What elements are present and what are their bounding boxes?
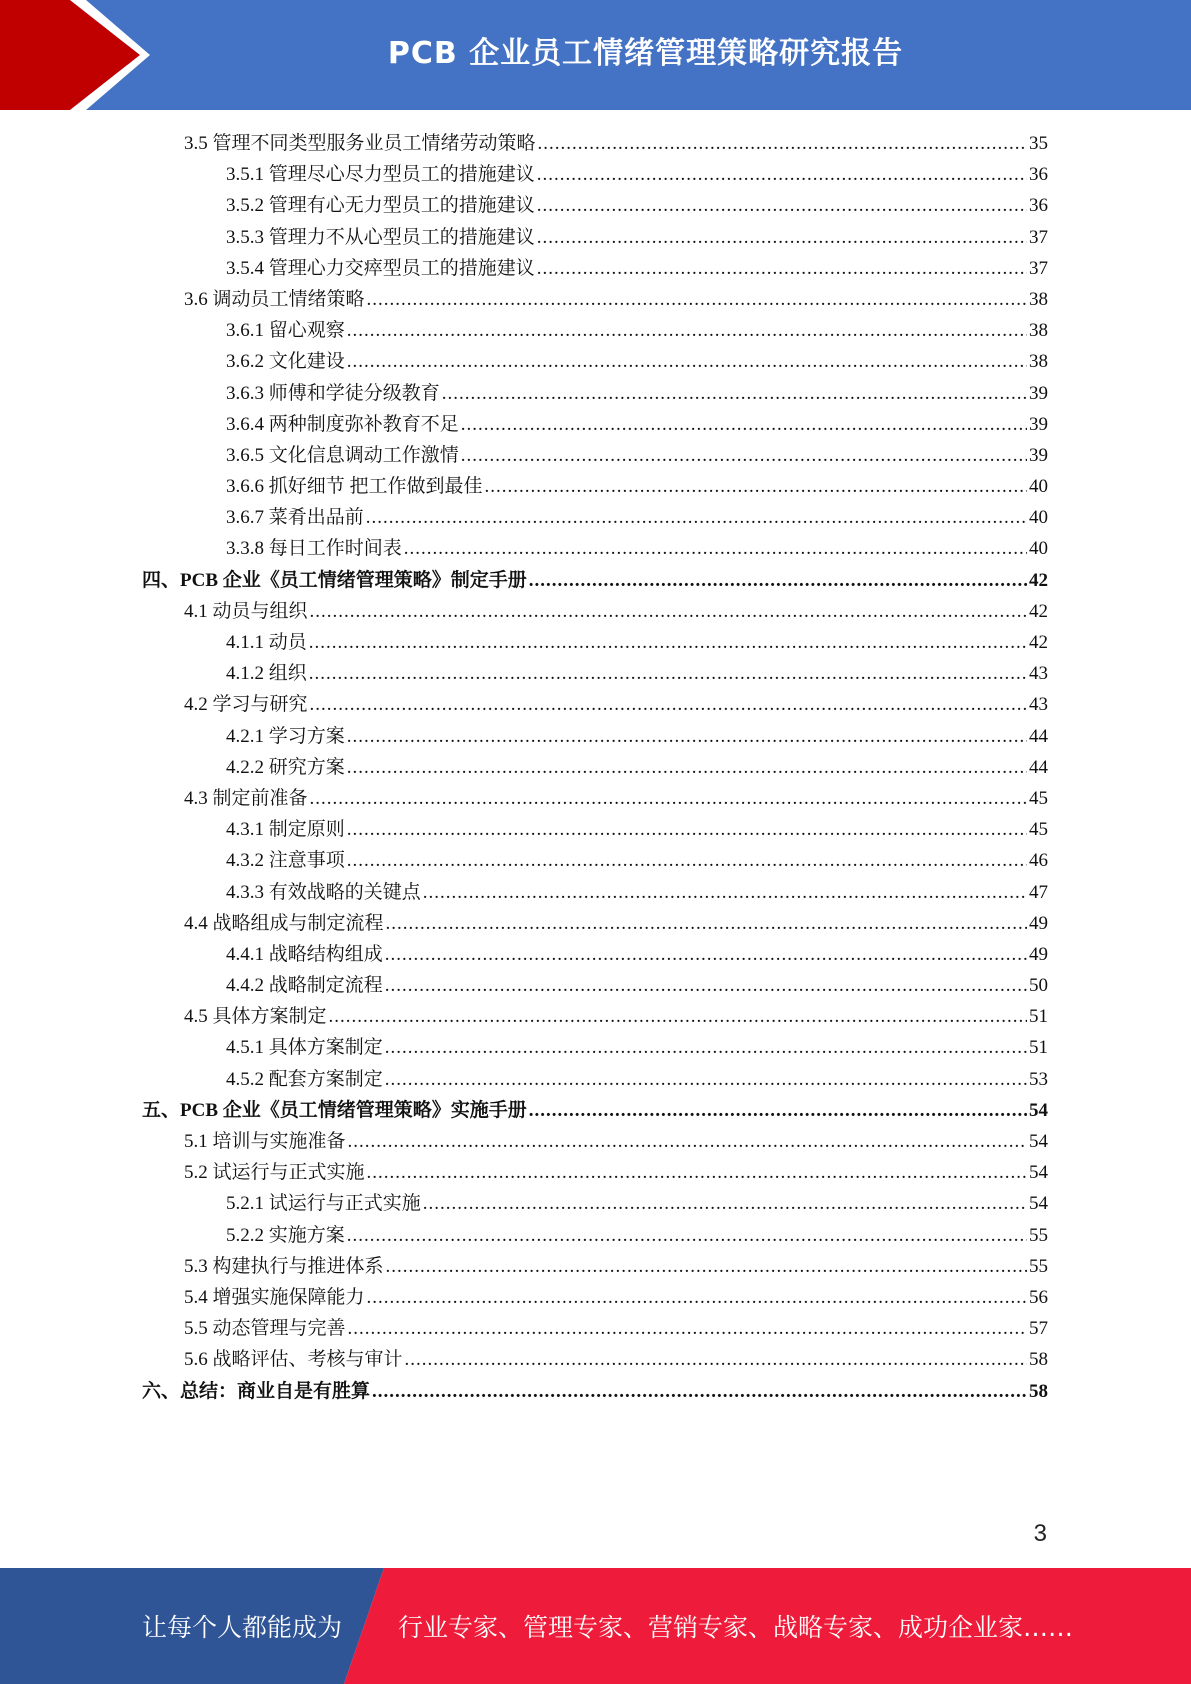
toc-entry-page: 44 xyxy=(1029,756,1048,778)
toc-entry-page: 38 xyxy=(1029,288,1048,310)
toc-dot-leader xyxy=(537,159,1027,190)
toc-entry[interactable] xyxy=(142,1282,1048,1313)
toc-dot-leader xyxy=(372,1376,1027,1407)
toc-entry[interactable] xyxy=(142,783,1048,814)
toc-entry-title: 3.5.3 管理力不从心型员工的措施建议 xyxy=(226,226,535,248)
toc-entry[interactable] xyxy=(142,1157,1048,1188)
report-title: PCB 企业员工情绪管理策略研究报告 xyxy=(387,36,904,71)
toc-entry[interactable] xyxy=(142,627,1048,658)
toc-entry-page: 54 xyxy=(1029,1131,1048,1152)
toc-entry[interactable] xyxy=(142,565,1048,596)
toc-dot-leader xyxy=(310,596,1027,627)
toc-entry-title: 4.4.1 战略结构组成 xyxy=(226,943,383,965)
toc-entry-title: 5.2 试运行与正式实施 xyxy=(184,1162,365,1184)
toc-entry-title: 4.4.2 战略制定流程 xyxy=(226,975,383,997)
toc-dot-leader xyxy=(385,939,1027,970)
toc-entry-page: 39 xyxy=(1029,444,1048,466)
toc-entry-page: 36 xyxy=(1029,164,1048,186)
toc-entry-title: 3.5.4 管理心力交瘁型员工的措施建议 xyxy=(226,257,535,279)
toc-dot-leader xyxy=(329,1001,1027,1032)
toc-entry-title: 3.6.4 两种制度弥补教育不足 xyxy=(226,413,459,435)
toc-entry[interactable] xyxy=(142,596,1048,627)
toc-dot-leader xyxy=(538,128,1027,159)
toc-dot-leader xyxy=(309,658,1027,689)
toc-entry-page: 49 xyxy=(1029,943,1048,965)
toc-dot-leader xyxy=(348,1126,1027,1157)
toc-entry-title: 3.6.5 文化信息调动工作激情 xyxy=(226,444,459,466)
toc-dot-leader xyxy=(310,783,1027,814)
toc-entry[interactable] xyxy=(142,689,1048,720)
toc-dot-leader xyxy=(367,1282,1027,1313)
toc-entry-page: 49 xyxy=(1029,912,1048,934)
toc-entry-title: 3.6.2 文化建设 xyxy=(226,351,345,373)
toc-entry[interactable] xyxy=(142,471,1048,502)
toc-entry[interactable] xyxy=(142,1313,1048,1344)
toc-entry-title: 4.5.2 配套方案制定 xyxy=(226,1068,383,1090)
toc-dot-leader xyxy=(423,1188,1027,1219)
toc-dot-leader xyxy=(386,1251,1027,1282)
toc-entry-title: 4.3.3 有效战略的关键点 xyxy=(226,881,421,903)
toc-entry-title: 六、总结：商业自是有胜算 xyxy=(142,1380,371,1402)
toc-entry[interactable] xyxy=(142,908,1048,939)
page-footer xyxy=(0,1568,1191,1684)
toc-entry-page: 43 xyxy=(1029,694,1048,716)
toc-dot-leader xyxy=(529,1095,1027,1126)
toc-entry-page: 37 xyxy=(1029,226,1048,248)
toc-entry-title: 4.1.1 动员 xyxy=(226,632,307,653)
toc-entry[interactable] xyxy=(142,970,1048,1001)
toc-entry-page: 38 xyxy=(1029,351,1048,373)
toc-dot-leader xyxy=(385,1032,1027,1063)
toc-entry[interactable] xyxy=(142,128,1048,159)
toc-entry[interactable] xyxy=(142,814,1048,845)
toc-entry[interactable] xyxy=(142,346,1048,377)
toc-entry-page: 35 xyxy=(1029,133,1048,154)
toc-entry[interactable] xyxy=(142,1344,1048,1375)
toc-entry-title: 4.3 制定前准备 xyxy=(184,787,308,809)
toc-dot-leader xyxy=(367,1157,1027,1188)
toc-dot-leader xyxy=(366,502,1027,533)
toc-entry-title: 4.2.1 学习方案 xyxy=(226,725,345,747)
toc-dot-leader xyxy=(310,689,1027,720)
toc-entry-title: 3.5.2 管理有心无力型员工的措施建议 xyxy=(226,195,535,217)
toc-entry[interactable] xyxy=(142,1126,1048,1157)
toc-entry-page: 58 xyxy=(1029,1349,1048,1371)
toc-entry[interactable] xyxy=(142,1032,1048,1063)
toc-entry-page: 46 xyxy=(1029,850,1048,872)
toc-dot-leader xyxy=(385,1064,1027,1095)
toc-entry[interactable] xyxy=(142,845,1048,876)
toc-dot-leader xyxy=(348,1313,1027,1344)
toc-entry[interactable] xyxy=(142,1001,1048,1032)
toc-dot-leader xyxy=(404,533,1027,564)
toc-entry-title: 4.1.2 组织 xyxy=(226,663,307,685)
toc-entry[interactable] xyxy=(142,440,1048,471)
toc-entry-page: 57 xyxy=(1029,1318,1048,1340)
toc-entry[interactable] xyxy=(142,877,1048,908)
toc-entry[interactable] xyxy=(142,658,1048,689)
toc-dot-leader xyxy=(385,970,1027,1001)
toc-entry-page: 54 xyxy=(1029,1099,1048,1121)
toc-entry[interactable] xyxy=(142,721,1048,752)
toc-dot-leader xyxy=(405,1344,1027,1375)
toc-entry-page: 39 xyxy=(1029,413,1048,435)
toc-entry-page: 58 xyxy=(1029,1380,1048,1402)
toc-dot-leader xyxy=(423,877,1027,908)
toc-entry-page: 36 xyxy=(1029,195,1048,217)
toc-entry-title: 3.6.3 师傅和学徒分级教育 xyxy=(226,382,440,404)
toc-entry-page: 51 xyxy=(1029,1037,1048,1059)
toc-entry-title: 4.3.2 注意事项 xyxy=(226,850,345,872)
toc-entry[interactable] xyxy=(142,409,1048,440)
toc-entry-page: 45 xyxy=(1029,819,1048,841)
toc-entry[interactable] xyxy=(142,939,1048,970)
toc-entry-title: 4.2.2 研究方案 xyxy=(226,756,345,778)
toc-entry-page: 39 xyxy=(1029,382,1048,404)
toc-entry[interactable] xyxy=(142,1095,1048,1126)
toc-entry-title: 3.5.1 管理尽心尽力型员工的措施建议 xyxy=(226,164,535,186)
page-header xyxy=(0,0,1191,110)
toc-entry-title: 3.6.6 抓好细节 把工作做到最佳 xyxy=(226,476,483,498)
toc-entry-page: 40 xyxy=(1029,538,1048,560)
toc-entry[interactable] xyxy=(142,222,1048,253)
toc-entry-page: 54 xyxy=(1029,1193,1048,1215)
toc-entry-title: 5.6 战略评估、考核与审计 xyxy=(184,1349,403,1371)
footer-slogan-right: 行业专家、管理专家、营销专家、战略专家、成功企业家…… xyxy=(398,1613,1074,1642)
toc-dot-leader xyxy=(537,253,1027,284)
toc-dot-leader xyxy=(347,845,1027,876)
toc-entry-title: 5.3 构建执行与推进体系 xyxy=(184,1255,384,1277)
toc-entry[interactable] xyxy=(142,284,1048,315)
toc-entry[interactable] xyxy=(142,1376,1048,1407)
toc-entry-title: 4.5 具体方案制定 xyxy=(184,1006,327,1028)
toc-entry-title: 3.6.7 菜肴出品前 xyxy=(226,507,364,529)
toc-entry[interactable] xyxy=(142,378,1048,409)
toc-dot-leader xyxy=(537,222,1027,253)
toc-dot-leader xyxy=(347,346,1027,377)
toc-entry-page: 51 xyxy=(1029,1006,1048,1028)
toc-dot-leader xyxy=(529,565,1027,596)
toc-dot-leader xyxy=(485,471,1027,502)
toc-entry-page: 40 xyxy=(1029,507,1048,529)
toc-entry-title: 四、PCB 企业《员工情绪管理策略》制定手册 xyxy=(142,569,527,591)
toc-entry-page: 38 xyxy=(1029,320,1048,342)
toc-dot-leader xyxy=(347,1220,1027,1251)
toc-entry[interactable] xyxy=(142,1188,1048,1219)
toc-dot-leader xyxy=(309,627,1027,658)
toc-entry-title: 4.4 战略组成与制定流程 xyxy=(184,912,384,934)
toc-entry[interactable] xyxy=(142,1251,1048,1282)
toc-entry-title: 5.5 动态管理与完善 xyxy=(184,1318,346,1340)
toc-entry-title: 4.1 动员与组织 xyxy=(184,600,308,622)
toc-entry-title: 5.2.2 实施方案 xyxy=(226,1224,345,1246)
toc-entry-page: 47 xyxy=(1029,881,1048,903)
toc-entry-title: 4.3.1 制定原则 xyxy=(226,819,345,841)
toc-entry-page: 55 xyxy=(1029,1224,1048,1246)
footer-slogan-left: 让每个人都能成为 xyxy=(142,1613,343,1642)
toc-dot-leader xyxy=(461,409,1027,440)
toc-entry[interactable] xyxy=(142,1220,1048,1251)
toc-dot-leader xyxy=(347,721,1027,752)
toc-entry-page: 40 xyxy=(1029,476,1048,498)
toc-entry-page: 43 xyxy=(1029,663,1048,685)
toc-entry-page: 55 xyxy=(1029,1255,1048,1277)
toc-entry-page: 50 xyxy=(1029,975,1048,997)
toc-dot-leader xyxy=(367,284,1027,315)
toc-entry-title: 4.2 学习与研究 xyxy=(184,694,308,716)
toc-entry[interactable] xyxy=(142,315,1048,346)
page-number: 3 xyxy=(1033,1520,1047,1547)
toc-entry[interactable] xyxy=(142,159,1048,190)
toc-entry[interactable] xyxy=(142,502,1048,533)
toc-dot-leader xyxy=(442,378,1027,409)
toc-entry[interactable] xyxy=(142,253,1048,284)
toc-entry-page: 44 xyxy=(1029,725,1048,747)
toc-entry-title: 5.4 增强实施保障能力 xyxy=(184,1286,365,1308)
toc-dot-leader xyxy=(347,752,1027,783)
toc-entry-page: 42 xyxy=(1029,600,1048,622)
toc-entry[interactable] xyxy=(142,533,1048,564)
toc-entry-page: 56 xyxy=(1029,1286,1048,1308)
toc-entry-page: 42 xyxy=(1029,569,1048,591)
toc-entry-page: 37 xyxy=(1029,257,1048,279)
toc-dot-leader xyxy=(347,315,1027,346)
toc-entry-page: 42 xyxy=(1029,632,1048,653)
toc-dot-leader xyxy=(461,440,1027,471)
toc-entry-page: 53 xyxy=(1029,1068,1048,1090)
toc-entry-title: 5.1 培训与实施准备 xyxy=(184,1131,346,1152)
toc-entry-title: 3.5 管理不同类型服务业员工情绪劳动策略 xyxy=(184,133,536,154)
toc-entry-title: 5.2.1 试运行与正式实施 xyxy=(226,1193,421,1215)
toc-entry-page: 45 xyxy=(1029,787,1048,809)
toc-entry[interactable] xyxy=(142,190,1048,221)
toc-entry-page: 54 xyxy=(1029,1162,1048,1184)
toc-entry[interactable] xyxy=(142,752,1048,783)
toc-entry-title: 3.3.8 每日工作时间表 xyxy=(226,538,402,560)
table-of-contents xyxy=(142,128,1048,1407)
toc-entry-title: 4.5.1 具体方案制定 xyxy=(226,1037,383,1059)
toc-entry-title: 3.6.1 留心观察 xyxy=(226,320,345,342)
toc-dot-leader xyxy=(386,908,1027,939)
toc-entry-title: 3.6 调动员工情绪策略 xyxy=(184,288,365,310)
toc-entry[interactable] xyxy=(142,1064,1048,1095)
toc-dot-leader xyxy=(537,190,1027,221)
toc-dot-leader xyxy=(347,814,1027,845)
toc-entry-title: 五、PCB 企业《员工情绪管理策略》实施手册 xyxy=(142,1099,527,1121)
